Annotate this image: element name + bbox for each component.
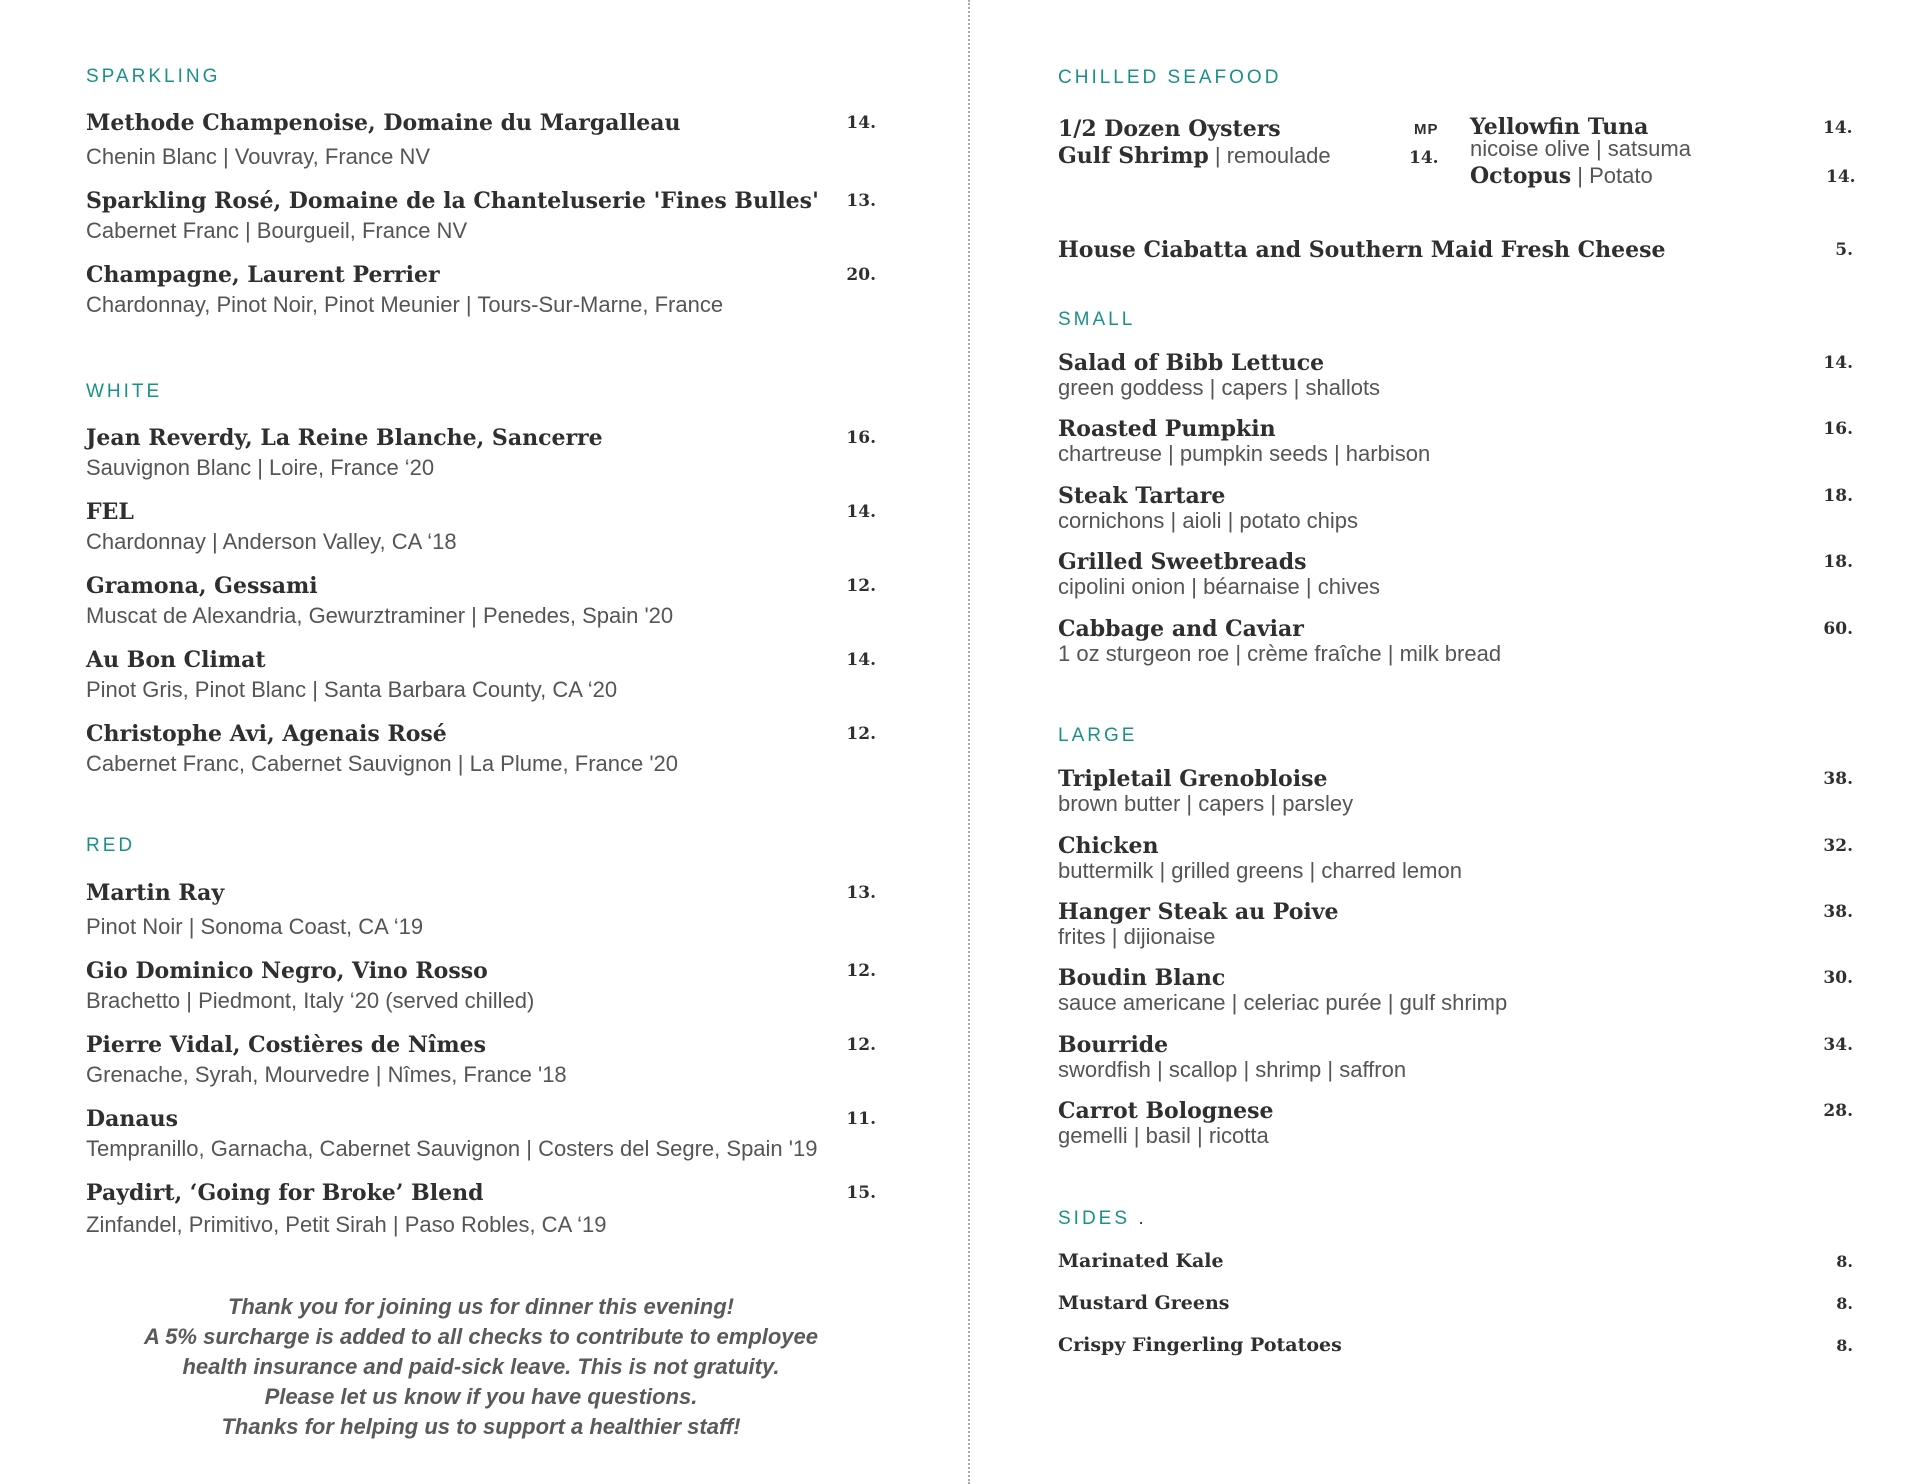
item-price: 8. bbox=[1836, 1252, 1853, 1271]
item-desc: Pinot Gris, Pinot Blanc | Santa Barbara County, CA ‘20 bbox=[86, 677, 618, 702]
item-price: 8. bbox=[1836, 1294, 1853, 1313]
item-price: 12. bbox=[846, 961, 876, 981]
item-desc: | remoulade bbox=[1208, 143, 1331, 168]
item-name: Champagne, Laurent Perrier bbox=[86, 262, 440, 288]
item-name: Salad of Bibb Lettuce bbox=[1058, 350, 1325, 376]
note-line: A 5% surcharge is added to all checks to contribute to employee bbox=[143, 1324, 819, 1349]
item-desc: Chardonnay | Anderson Valley, CA ‘18 bbox=[86, 529, 457, 554]
item-desc: buttermilk | grilled greens | charred lemon bbox=[1058, 858, 1462, 883]
section-title-small: SMALL bbox=[1058, 309, 1136, 330]
item-name: Gramona, Gessami bbox=[86, 573, 318, 599]
item-desc: Tempranillo, Garnacha, Cabernet Sauvignon | Costers del Segre, Spain '19 bbox=[86, 1136, 818, 1161]
item-price: 15. bbox=[846, 1183, 876, 1203]
item-desc: 1 oz sturgeon roe | crème fraîche | milk bread bbox=[1058, 641, 1502, 666]
section-title-white: WHITE bbox=[86, 381, 163, 402]
section-title-chilled-seafood: CHILLED SEAFOOD bbox=[1058, 67, 1282, 88]
item-name: Carrot Bolognese bbox=[1058, 1098, 1274, 1124]
note-line: Thank you for joining us for dinner this evening! bbox=[227, 1294, 734, 1319]
item-price: 16. bbox=[846, 428, 876, 448]
section-title-large: LARGE bbox=[1058, 725, 1138, 746]
item-desc: | Potato bbox=[1571, 163, 1653, 188]
item-price: 60. bbox=[1823, 619, 1853, 639]
item-price: 14. bbox=[1409, 148, 1439, 168]
item-name: FEL bbox=[86, 499, 134, 525]
item-name: Jean Reverdy, La Reine Blanche, Sancerre bbox=[86, 425, 603, 451]
item-desc: Brachetto | Piedmont, Italy ‘20 (served chilled) bbox=[86, 988, 535, 1013]
item-name: Gulf Shrimp bbox=[1058, 143, 1209, 169]
item-desc: cornichons | aioli | potato chips bbox=[1058, 508, 1359, 533]
item-price: 18. bbox=[1823, 552, 1853, 572]
item-desc: frites | dijionaise bbox=[1058, 924, 1216, 949]
item-desc: nicoise olive | satsuma bbox=[1470, 136, 1691, 161]
item-price: 14. bbox=[1823, 118, 1853, 138]
item-name: 1/2 Dozen Oysters bbox=[1058, 116, 1281, 142]
item-desc: Zinfandel, Primitivo, Petit Sirah | Paso Robles, CA ‘19 bbox=[86, 1212, 607, 1237]
item-price: 14. bbox=[846, 113, 876, 133]
item-name: Octopus bbox=[1470, 163, 1572, 189]
item-desc: chartreuse | pumpkin seeds | harbison bbox=[1058, 441, 1431, 466]
item-name: Hanger Steak au Poive bbox=[1058, 899, 1339, 925]
item-price: 12. bbox=[846, 724, 876, 744]
item-price: 12. bbox=[846, 576, 876, 596]
item-price: 38. bbox=[1823, 902, 1853, 922]
item-name: Christophe Avi, Agenais Rosé bbox=[86, 721, 447, 747]
item-name: Mustard Greens bbox=[1058, 1292, 1230, 1314]
item-name: Paydirt, ‘Going for Broke’ Blend bbox=[86, 1180, 484, 1206]
item-price: MP bbox=[1414, 121, 1439, 138]
item-price: 12. bbox=[846, 1035, 876, 1055]
surcharge-note bbox=[86, 1292, 876, 1442]
item-name: Pierre Vidal, Costières de Nîmes bbox=[86, 1032, 486, 1058]
item-desc: green goddess | capers | shallots bbox=[1058, 375, 1381, 400]
note-line: Thanks for helping us to support a healthier staff! bbox=[221, 1414, 741, 1439]
item-price: 14. bbox=[846, 650, 876, 670]
item-price: 14. bbox=[846, 502, 876, 522]
item-price: 14. bbox=[1826, 167, 1856, 187]
item-price: 13. bbox=[846, 191, 876, 211]
item-name: House Ciabatta and Southern Maid Fresh Cheese bbox=[1058, 237, 1666, 263]
item-price: 16. bbox=[1823, 419, 1853, 439]
sides-title-text: SIDES bbox=[1058, 1208, 1131, 1229]
item-desc: Chenin Blanc | Vouvray, France NV bbox=[86, 144, 431, 169]
note-line: health insurance and paid-sick leave. This is not gratuity. bbox=[182, 1354, 780, 1379]
item-desc: Pinot Noir | Sonoma Coast, CA ‘19 bbox=[86, 914, 424, 939]
item-name: Grilled Sweetbreads bbox=[1058, 549, 1307, 575]
item-desc: brown butter | capers | parsley bbox=[1058, 791, 1354, 816]
item-price: 32. bbox=[1823, 836, 1853, 856]
item-price: 38. bbox=[1823, 769, 1853, 789]
item-desc: Cabernet Franc | Bourgueil, France NV bbox=[86, 218, 468, 243]
item-name: Steak Tartare bbox=[1058, 483, 1226, 509]
item-desc: gemelli | basil | ricotta bbox=[1058, 1123, 1269, 1148]
item-desc: Muscat de Alexandria, Gewurztraminer | Penedes, Spain '20 bbox=[86, 603, 674, 628]
item-price: 30. bbox=[1823, 968, 1853, 988]
item-desc: sauce americane | celeriac purée | gulf shrimp bbox=[1058, 990, 1508, 1015]
item-price: 5. bbox=[1835, 240, 1853, 260]
item-name: Sparkling Rosé, Domaine de la Chanteluserie 'Fines Bulles' bbox=[86, 188, 819, 214]
item-name: Bourride bbox=[1058, 1032, 1169, 1058]
item-price: 13. bbox=[846, 883, 876, 903]
item-name: Tripletail Grenobloise bbox=[1058, 766, 1328, 792]
chilled-item-shrimp bbox=[1058, 143, 1331, 169]
item-price: 20. bbox=[846, 265, 876, 285]
item-name: Cabbage and Caviar bbox=[1058, 616, 1304, 642]
item-desc: swordfish | scallop | shrimp | saffron bbox=[1058, 1057, 1407, 1082]
item-price: 18. bbox=[1823, 486, 1853, 506]
item-name: Yellowfin Tuna bbox=[1470, 114, 1649, 140]
item-name: Gio Dominico Negro, Vino Rosso bbox=[86, 958, 488, 984]
item-name: Crispy Fingerling Potatoes bbox=[1058, 1334, 1342, 1356]
item-name: Danaus bbox=[86, 1106, 178, 1132]
item-price: 14. bbox=[1823, 353, 1853, 373]
item-name: Marinated Kale bbox=[1058, 1250, 1224, 1272]
page-divider bbox=[968, 0, 970, 1484]
item-price: 8. bbox=[1836, 1336, 1853, 1355]
item-price: 28. bbox=[1823, 1101, 1853, 1121]
section-title-sides bbox=[1058, 1208, 1144, 1230]
item-name: Martin Ray bbox=[86, 880, 225, 906]
item-desc: Sauvignon Blanc | Loire, France ‘20 bbox=[86, 455, 435, 480]
item-name: Chicken bbox=[1058, 833, 1159, 859]
item-name: Methode Champenoise, Domaine du Margalleau bbox=[86, 110, 681, 136]
section-title-sparkling: SPARKLING bbox=[86, 66, 221, 87]
sides-title-dot: . bbox=[1138, 1208, 1144, 1229]
item-name: Boudin Blanc bbox=[1058, 965, 1226, 991]
item-name: Roasted Pumpkin bbox=[1058, 416, 1276, 442]
item-desc: Cabernet Franc, Cabernet Sauvignon | La Plume, France '20 bbox=[86, 751, 679, 776]
item-desc: Chardonnay, Pinot Noir, Pinot Meunier | Tours-Sur-Marne, France bbox=[86, 292, 724, 317]
note-line: Please let us know if you have questions. bbox=[264, 1384, 698, 1409]
item-desc: Grenache, Syrah, Mourvedre | Nîmes, France '18 bbox=[86, 1062, 567, 1087]
item-price: 11. bbox=[846, 1109, 876, 1129]
item-price: 34. bbox=[1823, 1035, 1853, 1055]
chilled-item-octopus bbox=[1470, 163, 1653, 189]
item-name: Au Bon Climat bbox=[86, 647, 266, 673]
section-title-red: RED bbox=[86, 835, 136, 856]
item-desc: cipolini onion | béarnaise | chives bbox=[1058, 574, 1381, 599]
